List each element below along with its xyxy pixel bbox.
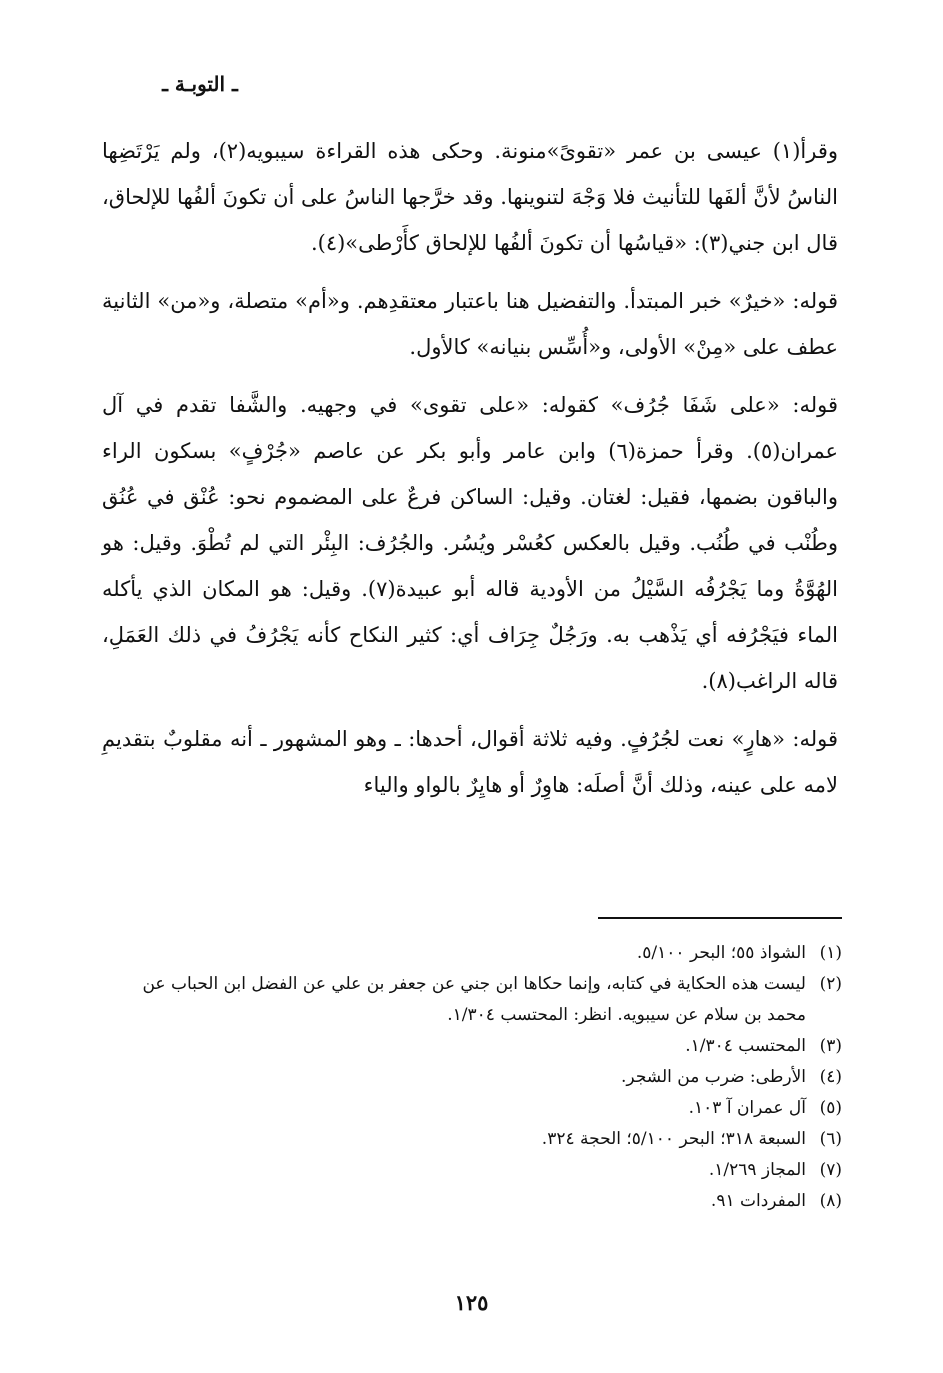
paragraph: قوله: «خيرٌ» خبر المبتدأ. والتفضيل هنا باعتبار معتقدِهم. و«أم» متصلة، و«من» الثانية عطف على «مِنْ» الأولى، و«أُسِّس بنيانه» كالأول. [102, 289, 838, 359]
footnotes [102, 938, 842, 1217]
footnote-number: (٥) [819, 1098, 842, 1118]
footnote [102, 938, 842, 969]
footnote [102, 1186, 842, 1217]
footnote-number: (٦) [819, 1129, 842, 1149]
footnote [102, 1093, 842, 1124]
footnote-number: (٤) [819, 1067, 842, 1087]
footnote [102, 969, 842, 1031]
paragraph: وقرأ(١) عيسى بن عمر «تقوىً»منونة. وحكى هذه القراءة سيبويه(٢)، ولم يَرْتَضِها الناسُ لأنَّ ألفَها للتأنيث فلا وَجْهَ لتنوينها. وقد خرَّجها الناسُ على أن تكونَ ألفُها للإلحاق، قال ابن جني(٣): «قياسُها أن تكونَ ألفُها للإلحاق كأَرْطى»(٤). [102, 139, 838, 255]
paragraph: قوله: «على شَفَا جُرُف» كقوله: «على تقوى» في وجهيه. والشَّفا تقدم في آل عمران(٥). وقرأ حمزة(٦) وابن عامر وأبو بكر عن عاصم «جُرْفٍ» بسكون الراء والباقون بضمها، فقيل: لغتان. وقيل: الساكن فرعٌ على المضموم نحو: عُنْق في عُنُق وطُنْب في طُنُب. وقيل بالعكس كعُسْر ويُسُر. والجُرُف: البِئْر التي لم تُطْوَ. وقيل: هو الهُوَّةُ وما يَجْرُفُه السَّيْلُ من الأودية قاله أبو عبيدة(٧). وقيل: هو المكان الذي يأكله الماء فيَجْرُفه أي يَذْهب به. ورَجُلٌ جِرَاف أي: كثير النكاح كأنه يَجْرُفُ في ذلك العَمَلِ، قاله الراغب(٨). [102, 393, 838, 693]
footnote-text: المجاز ١/٢٦٩. [708, 1160, 806, 1180]
footnote-text: ليست هذه الحكاية في كتابه، وإنما حكاها ابن جني عن جعفر بن علي عن الفضل ابن الحباب عن محمد بن سلام عن سيبويه. انظر: المحتسب ١/٣٠٤. [142, 974, 806, 1025]
footnote-number: (٢) [819, 974, 842, 994]
main-text [102, 128, 838, 820]
footnote-text: المفردات ٩١. [710, 1191, 806, 1211]
footnote [102, 1155, 842, 1186]
footnote-text: المحتسب ١/٣٠٤. [685, 1036, 806, 1056]
footnote [102, 1031, 842, 1062]
footnote-text: الأرطى: ضرب من الشجر. [621, 1067, 806, 1087]
footnote-number: (٨) [819, 1191, 842, 1211]
footnote-number: (٧) [819, 1160, 842, 1180]
footnote-text: الشواذ ٥٥؛ البحر ٥/١٠٠. [636, 943, 806, 963]
footnote-separator [598, 917, 842, 919]
footnote-text: السبعة ٣١٨؛ البحر ٥/١٠٠؛ الحجة ٣٢٤. [541, 1129, 806, 1149]
page-number: ١٢٥ [454, 1290, 489, 1315]
footnote-text: آل عمران آ ١٠٣. [688, 1098, 806, 1118]
footnote-number: (٣) [819, 1036, 842, 1056]
paragraph: قوله: «هارٍ» نعت لجُرُفٍ. وفيه ثلاثة أقوال، أحدها: ـ وهو المشهور ـ أنه مقلوبٌ بتقديمِ لامه على عينه، وذلك أنَّ أصلَه: هاوِرٌ أو هايِرٌ بالواو والياء [102, 727, 838, 797]
footnote [102, 1124, 842, 1155]
running-head: ـ التوبـة ـ [162, 72, 238, 96]
footnote-number: (١) [819, 943, 842, 963]
footnote [102, 1062, 842, 1093]
